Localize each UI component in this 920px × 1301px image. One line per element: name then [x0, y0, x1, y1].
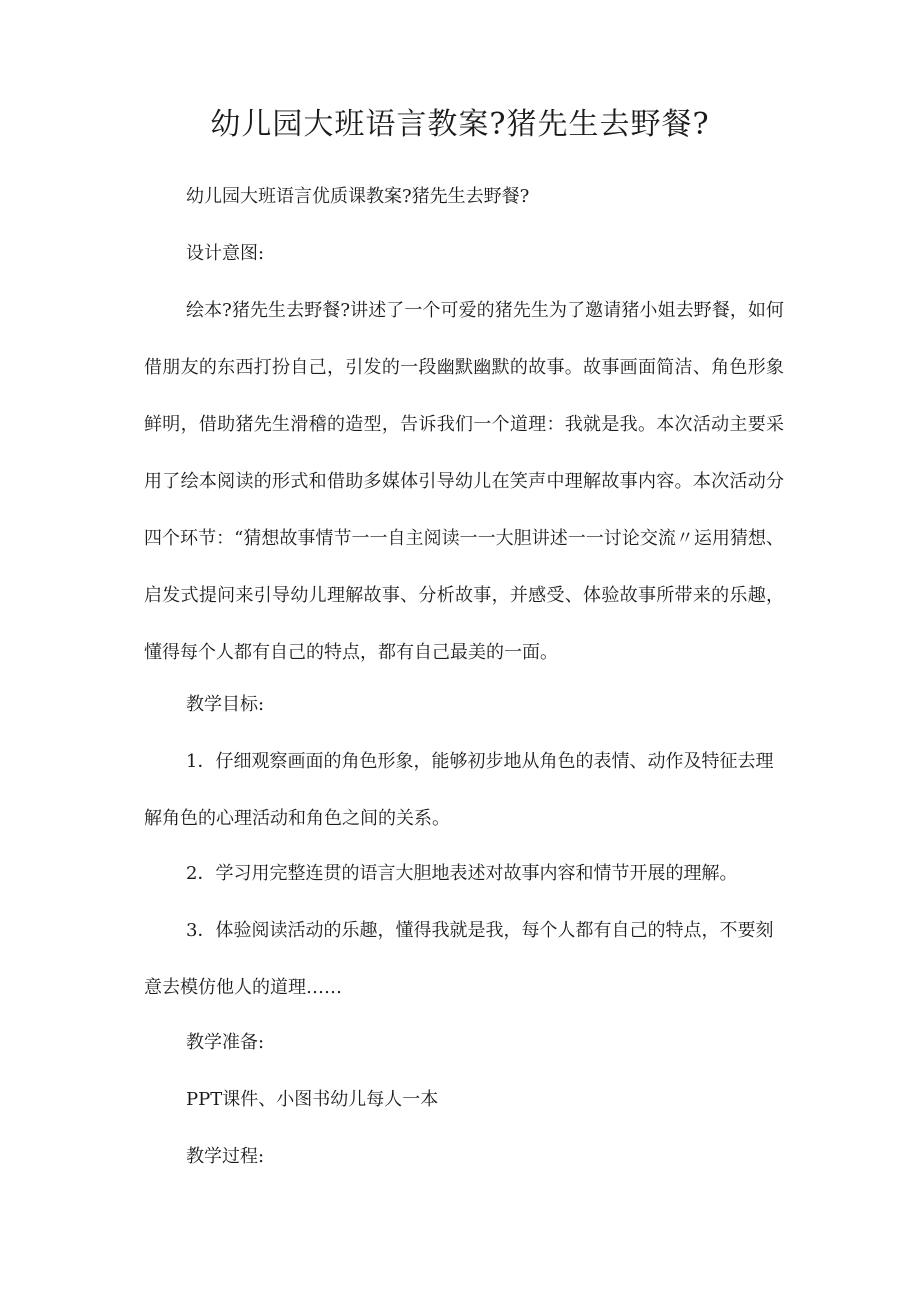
document-title: 幼儿园大班语言教案?猪先生去野餐? — [210, 107, 710, 142]
design-intent-body: 绘本?猪先生去野餐?讲述了一个可爱的猪先生为了邀请猪小姐去野餐，如何借朋友的东西打扮自己，引发的一段幽默幽默的故事。故事画面简洁、角色形象鲜明，借助猪先生滑稽的造型，告诉我们一个道理：我就是我。本次活动主要采用了绘本阅读的形式和借助多媒体引导幼儿在笑声中理解故事内容。本次活动分四个环节：“猜想故事情节一一自主阅读一一大胆讲述一一讨论交流〃运用猜想、启发式提问来引导幼儿理解故事、分析故事，并感受、体验故事所带来的乐趣，懂得每个人都有自己的特点，都有自己最美的一面。 — [144, 300, 784, 663]
teaching-goals-heading: 教学目标: — [186, 694, 265, 715]
teaching-process-heading: 教学过程: — [186, 1146, 265, 1167]
document-subtitle: 幼儿园大班语言优质课教案?猪先生去野餐? — [186, 186, 530, 207]
teaching-goal-item: 2．学习用完整连贯的语言大胆地表述对故事内容和情节开展的理解。 — [186, 863, 738, 884]
teaching-goal-item: 3．体验阅读活动的乐趣，懂得我就是我，每个人都有自己的特点，不要刻意去模仿他人的道理…… — [144, 920, 774, 998]
teaching-prep-heading: 教学准备: — [186, 1032, 265, 1053]
teaching-prep-body: PPT课件、小图书幼儿每人一本 — [186, 1089, 439, 1110]
teaching-goal-item: 1．仔细观察画面的角色形象，能够初步地从角色的表情、动作及特征去理解角色的心理活动和角色之间的关系。 — [144, 751, 774, 829]
design-intent-heading: 设计意图: — [186, 243, 265, 264]
